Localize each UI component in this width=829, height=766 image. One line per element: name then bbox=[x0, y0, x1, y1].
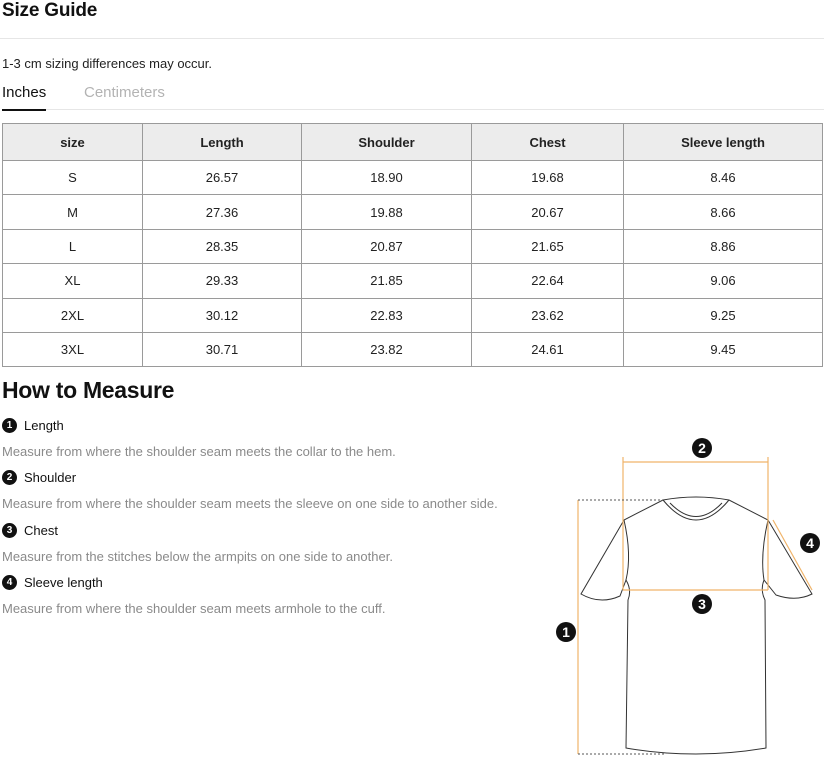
measure-item-chest bbox=[2, 523, 393, 564]
table-row bbox=[3, 195, 823, 229]
measure-label: Sleeve length bbox=[24, 575, 103, 590]
marker-3-label: 3 bbox=[698, 596, 706, 612]
marker-4-label: 4 bbox=[806, 535, 814, 551]
measure-item-sleeve-length bbox=[2, 575, 385, 616]
cell-size: 3XL bbox=[3, 332, 143, 366]
cell-size: M bbox=[3, 195, 143, 229]
table-row bbox=[3, 332, 823, 366]
unit-tabs bbox=[2, 84, 824, 110]
cell-chest: 19.68 bbox=[472, 161, 624, 195]
measure-label: Length bbox=[24, 418, 64, 433]
page-title: Size Guide bbox=[2, 0, 98, 21]
cell-chest: 21.65 bbox=[472, 229, 624, 263]
cell-sleeve-length: 9.45 bbox=[624, 332, 823, 366]
cell-size: S bbox=[3, 161, 143, 195]
cell-length: 30.12 bbox=[143, 298, 302, 332]
tab-inches[interactable]: Inches bbox=[2, 84, 46, 110]
cell-chest: 20.67 bbox=[472, 195, 624, 229]
measure-item-length bbox=[2, 418, 396, 459]
column-header-length: Length bbox=[143, 124, 302, 161]
measure-label: Chest bbox=[24, 523, 58, 538]
cell-length: 26.57 bbox=[143, 161, 302, 195]
column-header-shoulder: Shoulder bbox=[302, 124, 472, 161]
cell-shoulder: 21.85 bbox=[302, 264, 472, 298]
cell-length: 27.36 bbox=[143, 195, 302, 229]
column-header-size: size bbox=[3, 124, 143, 161]
measure-item-shoulder bbox=[2, 470, 498, 511]
cell-sleeve-length: 8.66 bbox=[624, 195, 823, 229]
cell-shoulder: 20.87 bbox=[302, 229, 472, 263]
measure-description: Measure from the stitches below the armpits on one side to another. bbox=[2, 549, 393, 564]
column-header-sleeve-length: Sleeve length bbox=[624, 124, 823, 161]
table-row bbox=[3, 264, 823, 298]
cell-length: 30.71 bbox=[143, 332, 302, 366]
cell-chest: 23.62 bbox=[472, 298, 624, 332]
cell-size: L bbox=[3, 229, 143, 263]
cell-size: XL bbox=[3, 264, 143, 298]
table-row bbox=[3, 298, 823, 332]
cell-sleeve-length: 8.46 bbox=[624, 161, 823, 195]
measure-label: Shoulder bbox=[24, 470, 77, 485]
measure-description: Measure from where the shoulder seam meets the sleeve on one side to another side. bbox=[2, 496, 498, 511]
title-divider bbox=[0, 38, 824, 39]
cell-chest: 24.61 bbox=[472, 332, 624, 366]
cell-length: 29.33 bbox=[143, 264, 302, 298]
tshirt-diagram-icon bbox=[548, 430, 824, 760]
cell-size: 2XL bbox=[3, 298, 143, 332]
how-to-measure-heading: How to Measure bbox=[2, 377, 175, 403]
cell-shoulder: 23.82 bbox=[302, 332, 472, 366]
sizing-note: 1-3 cm sizing differences may occur. bbox=[2, 56, 213, 71]
cell-shoulder: 22.83 bbox=[302, 298, 472, 332]
tab-centimeters[interactable]: Centimeters bbox=[84, 84, 165, 101]
size-table bbox=[2, 123, 823, 367]
cell-shoulder: 18.90 bbox=[302, 161, 472, 195]
measure-description: Measure from where the shoulder seam meets armhole to the cuff. bbox=[2, 601, 386, 616]
table-row bbox=[3, 161, 823, 195]
marker-2-label: 2 bbox=[698, 440, 706, 456]
cell-length: 28.35 bbox=[143, 229, 302, 263]
number-3-icon: 3 bbox=[2, 523, 17, 538]
measure-description: Measure from where the shoulder seam meets the collar to the hem. bbox=[2, 444, 396, 459]
number-2-icon: 2 bbox=[2, 470, 17, 485]
table-row bbox=[3, 229, 823, 263]
cell-sleeve-length: 8.86 bbox=[624, 229, 823, 263]
cell-sleeve-length: 9.06 bbox=[624, 264, 823, 298]
number-4-icon: 4 bbox=[2, 575, 17, 590]
column-header-chest: Chest bbox=[472, 124, 624, 161]
cell-shoulder: 19.88 bbox=[302, 195, 472, 229]
cell-sleeve-length: 9.25 bbox=[624, 298, 823, 332]
marker-1-label: 1 bbox=[562, 624, 570, 640]
number-1-icon: 1 bbox=[2, 418, 17, 433]
table-header-row bbox=[3, 124, 823, 161]
cell-chest: 22.64 bbox=[472, 264, 624, 298]
